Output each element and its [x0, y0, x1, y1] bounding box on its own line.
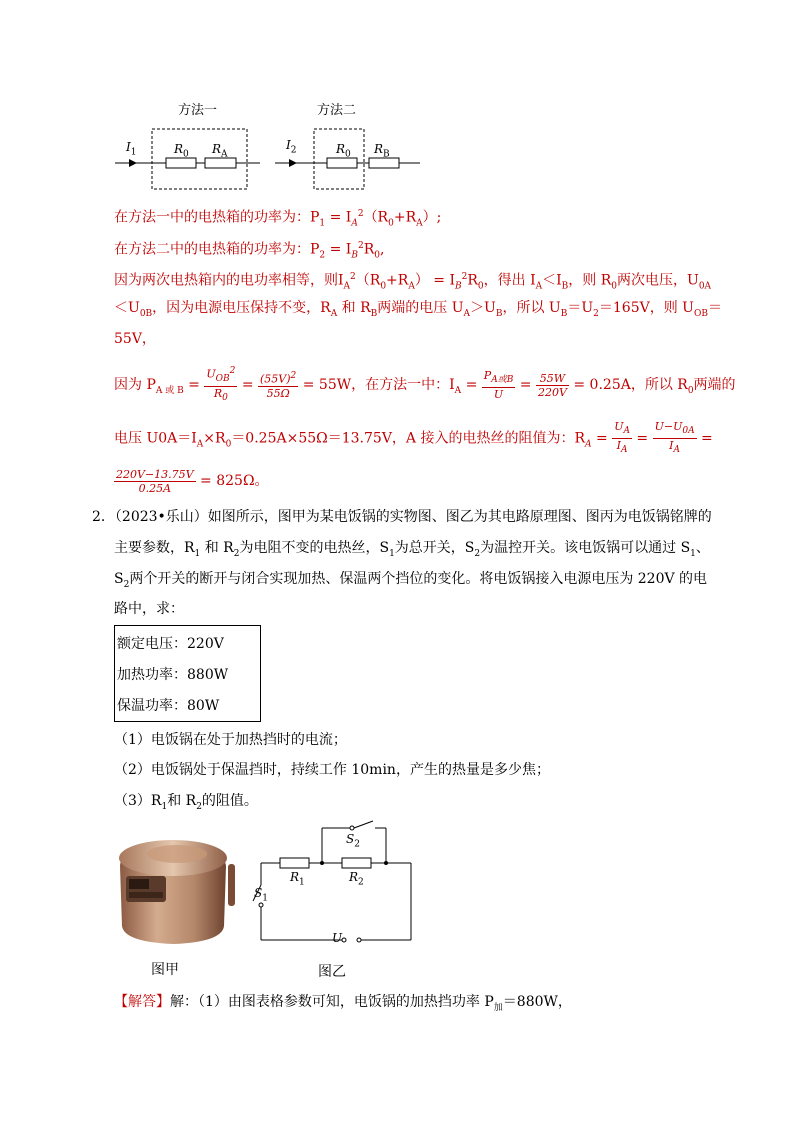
fraction-uob2-r0: $\frac{U_{OB}^2}{R_0}$ [206, 366, 236, 404]
method-one-label: 方法一 [178, 103, 218, 118]
question-2: （2）电饭锅处于保温挡时，持续工作 10min，产生的热量是多少焦； [114, 762, 550, 778]
solution-line-7: 电压 $U0A=I_A\times R_0=0.25A\times 55\Omega=13.75V$，A 接入的电热丝的阻值为：$R_A$ = $\frac{U_A}{I_A}$ = $\frac{U-U_{0A}}{I_A}$ = [114, 420, 713, 456]
method-one-diagram [115, 125, 265, 195]
figure-yi-caption: 图乙 [318, 964, 346, 980]
nameplate-heating-power: 加热功率：880W [117, 667, 229, 683]
solution-line-3: 因为两次电热箱内的电功率相等，则$I_A^2(R_0+R_A) = I_B^2R_0$，得出 $I_A<I_B$，则 $R_0$两次电压，$U_{0A}$ [114, 272, 712, 292]
solution-line-2: 在方法二中的电热箱的功率为：$P_2 = I_B^2R_0$, [114, 241, 385, 261]
method-two-label: 方法二 [317, 103, 357, 118]
r2-resistor [342, 858, 371, 868]
r2-label: $R_2$ [349, 870, 364, 888]
question-1: （1）电饭锅在处于加热挡时的电流； [114, 732, 347, 748]
answer-tag: 【解答】 [114, 994, 170, 1010]
fraction-result: $\frac{220V-13.75V}{0.25A}$ [116, 467, 194, 495]
fraction-55v2-55ohm: $\frac{(55V)^2}{55\Omega}$ [260, 371, 297, 400]
u-terminal-left [342, 938, 346, 942]
fraction-ua-ia: $\frac{U_A}{I_A}$ [614, 420, 630, 456]
s2-switch-blade [354, 821, 373, 828]
i1-label: $I_1$ [126, 140, 137, 158]
rb-label: $R_B$ [374, 142, 390, 160]
solution-line-8: $\frac{220V-13.75V}{0.25A}$ = 825Ω。 [116, 467, 269, 495]
node-right [384, 861, 388, 865]
u-terminal-right [357, 938, 361, 942]
nameplate-table [114, 625, 261, 722]
solution-line-1: 在方法一中的电热箱的功率为：$P_1 = I_A^2(R_0+R_A)$; [114, 209, 442, 229]
r0-resistor-2 [327, 158, 357, 168]
s1-terminal [259, 903, 263, 907]
i2-label: $I_2$ [286, 138, 297, 156]
r0-resistor [166, 158, 196, 168]
fraction-p-u: $\frac{P_{A或B}}{U}$ [483, 368, 514, 402]
nameplate-warming-power: 保温功率：80W [117, 698, 220, 714]
node-left [320, 861, 324, 865]
solution-line-6: 因为 $P_{A 或 B}$ = $\frac{U_{OB}^2}{R_0}$ = $\frac{(55V)^2}{55\Omega}$ = 55W，在方法一中：$I_A$ = $\frac{P_{A或B}}{U}$ = $\frac{55W}{220V}$ = 0.25A，所以 $R_0$两端的 [114, 366, 736, 404]
r0-label-2: $R_0$ [336, 142, 351, 160]
r1-label: $R_1$ [290, 870, 305, 888]
rice-cooker-image [112, 828, 238, 948]
s2-label: $S_2$ [346, 832, 360, 850]
answer-line: 【解答】解：（1）由图表格参数可知，电饭锅的加热挡功率 $P_加=880W$， [114, 994, 572, 1013]
question-3: $(3)R_1$和 $R_2$的阻值。 [114, 793, 258, 812]
r0-label-1: $R_0$ [174, 142, 189, 160]
s1-label: $S_1$ [254, 886, 268, 904]
problem-2-line-4: 路中，求： [114, 601, 184, 617]
problem-2-line-1: 2．（2023•乐山）如图所示，图甲为某电饭锅的实物图、图乙为其电路原理图、图丙为电饭锅铭牌的 [92, 509, 712, 525]
ra-label: $R_A$ [212, 142, 228, 160]
method-two-diagram [275, 125, 425, 195]
fraction-u-u0a-ia: $\frac{U-U_{0A}}{I_A}$ [654, 420, 695, 456]
solution-line-4: $<U_{0B}$，因为电源电压保持不变，$R_A$ 和 $R_B$两端的电压 $U_A>U_B$，所以 $U_B=U_2=165V$，则 $U_{OB}=$ [114, 300, 722, 319]
u-label: U [332, 931, 343, 945]
problem-2-line-3: $S_2$两个开关的断开与闭合实现加热、保温两个挡位的变化。将电饭锅接入电源电压为 220V 的电 [114, 571, 708, 590]
figure-jia-caption: 图甲 [151, 962, 179, 978]
rb-resistor [369, 158, 399, 168]
solution-line-5: 55V， [114, 331, 156, 347]
r1-resistor [280, 858, 309, 868]
s2-terminal-left [350, 826, 354, 830]
problem-2-line-2: 主要参数，$R_1$ 和 $R_2$为电阻不变的电热丝，$S_1$为总开关，$S_2$为温控开关。该电饭锅可以通过 $S_1$、 [114, 540, 710, 559]
fraction-55w-220v: $\frac{55W}{220V}$ [537, 371, 567, 399]
circuit-diagram [255, 823, 420, 948]
ra-resistor [205, 158, 236, 168]
nameplate-rated-voltage: 额定电压：220V [117, 636, 224, 652]
